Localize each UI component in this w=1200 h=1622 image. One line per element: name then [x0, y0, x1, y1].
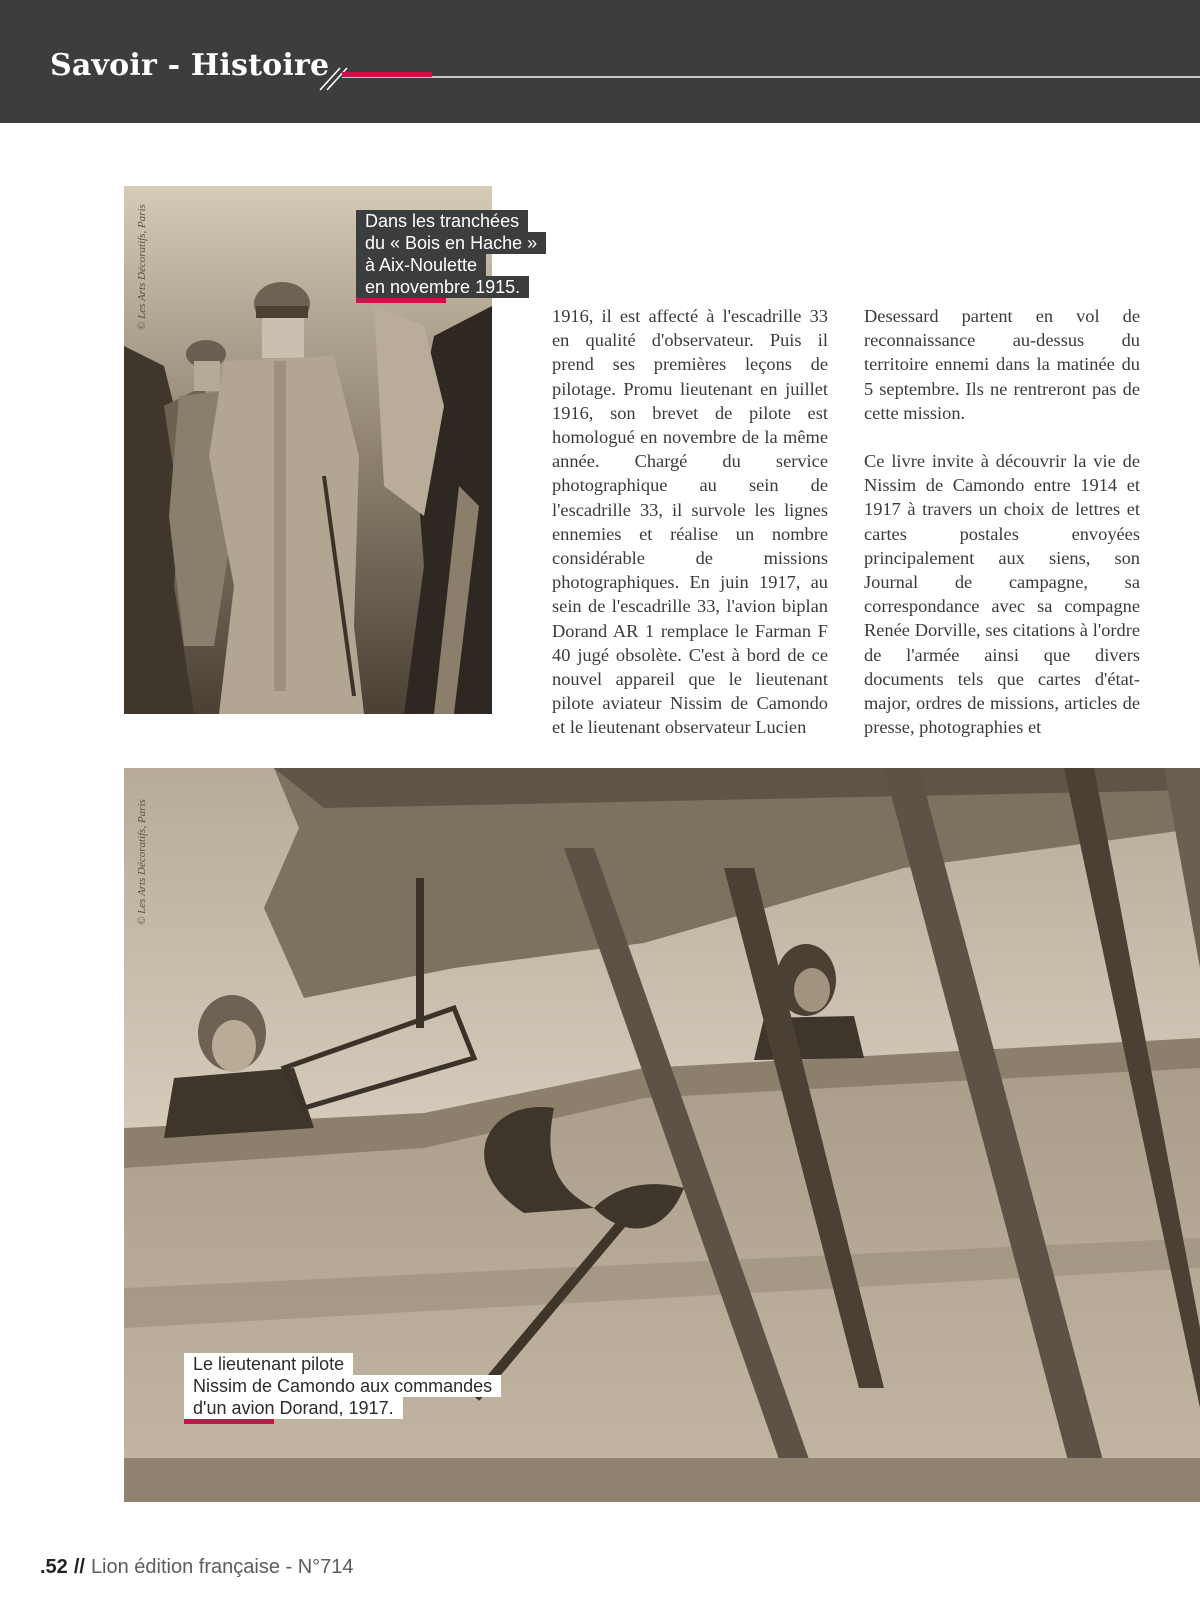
- page-header: [0, 0, 1200, 123]
- section-title: Savoir - Histoire: [50, 48, 330, 83]
- caption-line: du « Bois en Hache »: [356, 232, 546, 254]
- caption-line: en novembre 1915.: [356, 276, 529, 298]
- article-column-2: [864, 304, 1140, 738]
- caption-line: Nissim de Camondo aux commandes: [184, 1375, 501, 1397]
- publication-name: Lion édition française - N°714: [90, 1556, 354, 1578]
- header-rule: [342, 76, 1200, 78]
- article-paragraph: 1916, il est affecté à l'escadrille 33 en qualité d'observateur. Puis il prend ses premières leçons de pilotage. Promu lieutenant en juillet 1916, son brevet de pilote est homologué en novembre de la même année. Chargé du service photographique au sein de l'escadrille 33, il survole les lignes ennemies et réalise un nombre considérable de missions photographiques. En juin 1917, au sein de l'escadrille 33, l'avion biplan Dorand AR 1 remplace le Farman F 40 jugé obsolète. C'est à bord de ce nouvel appareil que le lieutenant pilote aviateur Nissim de Camondo et le lieutenant observateur Lucien: [552, 306, 828, 738]
- caption-line: d'un avion Dorand, 1917.: [184, 1397, 403, 1419]
- article-paragraph: Desessard partent en vol de reconnaissance au-dessus du territoire ennemi dans la matinée du 5 septembre. Ils ne rentreront pas de cette mission.: [864, 306, 1140, 423]
- page-footer: [40, 1556, 354, 1579]
- article-paragraph: Ce livre invite à découvrir la vie de Nissim de Camondo entre 1914 et 1917 à travers un choix de lettres et cartes postales envoyées principalement aux siens, son Journal de campagne, sa correspondance avec sa compagne Renée Dorville, ses citations à l'ordre de l'armée ainsi que divers documents tels que cartes d'état-major, ordres de missions, articles de presse, photographies et: [864, 451, 1140, 738]
- caption-line: Le lieutenant pilote: [184, 1353, 353, 1375]
- caption-accent-bar: [356, 298, 446, 303]
- biplane-photo-caption: [184, 1353, 501, 1424]
- page-number: .52: [40, 1556, 68, 1578]
- photo-credit: © Les Arts Décoratifs, Paris: [136, 204, 148, 330]
- caption-accent-bar: [184, 1419, 274, 1424]
- caption-line: à Aix-Noulette: [356, 254, 486, 276]
- footer-separator: //: [73, 1556, 85, 1578]
- photo-credit: © Les Arts Décoratifs, Paris: [136, 799, 148, 925]
- article-column-1: [552, 304, 828, 738]
- caption-line: Dans les tranchées: [356, 210, 528, 232]
- header-rule-accent: [342, 72, 432, 77]
- double-slash-icon: [318, 64, 350, 92]
- trench-photo-caption: [356, 210, 546, 303]
